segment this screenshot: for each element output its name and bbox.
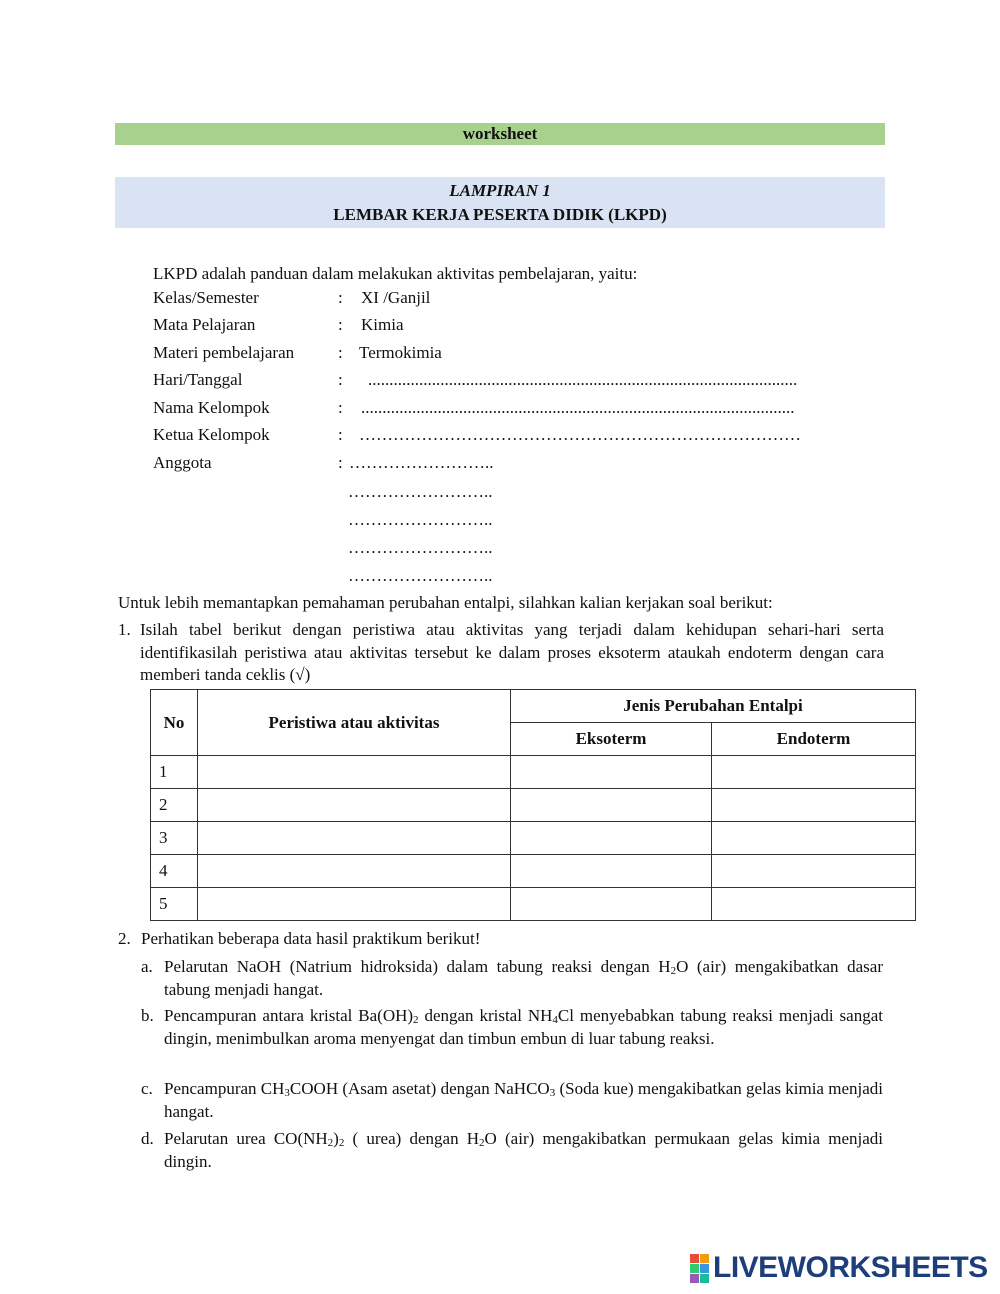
lampiran-label: LAMPIRAN 1 xyxy=(449,181,551,200)
title-block xyxy=(115,177,885,228)
row-number: 2 xyxy=(151,789,198,822)
logo-block xyxy=(700,1274,709,1283)
table-row xyxy=(151,756,916,789)
item-text: Pelarutan NaOH (Natrium hidroksida) dalam tabung reaksi dengan $H_2O$ (air) mengakibatkan dasar tabung menjadi hangat. xyxy=(164,957,883,999)
info-value[interactable]: Termokimia xyxy=(359,343,442,362)
logo-block xyxy=(690,1264,699,1273)
worksheet-band: worksheet xyxy=(115,123,885,145)
info-label: Anggota xyxy=(153,453,212,472)
exo-cell[interactable] xyxy=(511,789,712,822)
logo-block xyxy=(690,1274,699,1283)
table-row xyxy=(151,789,916,822)
info-label: Nama Kelompok xyxy=(153,398,270,417)
page-title: LEMBAR KERJA PESERTA DIDIK (LKPD) xyxy=(333,205,667,224)
event-cell[interactable] xyxy=(198,822,511,855)
event-cell[interactable] xyxy=(198,756,511,789)
info-value[interactable]: XI /Ganjil xyxy=(361,288,431,307)
info-label: Materi pembelajaran xyxy=(153,343,295,362)
table-row xyxy=(151,822,916,855)
logo-block xyxy=(690,1254,699,1263)
col-header-no: No xyxy=(151,690,198,756)
endo-cell[interactable] xyxy=(712,855,916,888)
question-number: 2. xyxy=(118,929,131,948)
item-text: Pencampuran $CH_3COOH$ (Asam asetat) dengan NaHCO$_3$ (Soda kue) mengakibatkan gelas kimia menjadi hangat. xyxy=(164,1079,883,1121)
endo-cell[interactable] xyxy=(712,888,916,921)
info-label: Mata Pelajaran xyxy=(153,315,256,334)
info-label: Ketua Kelompok xyxy=(153,425,270,444)
table-row xyxy=(151,888,916,921)
question-text: Isilah tabel berikut dengan peristiwa atau aktivitas yang terjadi dalam kehidupan sehari-hari serta identifikasilah peristiwa atau aktivitas tersebut ke dalam proses eksoterm ataukah endoterm dengan cara memberi tanda ceklis (√) xyxy=(140,620,884,684)
row-number: 5 xyxy=(151,888,198,921)
table-row xyxy=(151,855,916,888)
date-field[interactable]: ..................................................................................................... xyxy=(368,370,798,389)
logo-block xyxy=(700,1254,709,1263)
member-field[interactable]: …………………….. xyxy=(348,482,493,501)
info-label: Kelas/Semester xyxy=(153,288,259,307)
question-2 xyxy=(118,929,480,949)
event-cell[interactable] xyxy=(198,855,511,888)
logo-blocks-icon xyxy=(690,1254,709,1283)
logo-block xyxy=(700,1264,709,1273)
row-number: 1 xyxy=(151,756,198,789)
member-field[interactable]: …………………….. xyxy=(348,566,493,585)
exo-cell[interactable] xyxy=(511,822,712,855)
member-field[interactable]: …………………….. xyxy=(348,538,493,557)
exo-cell[interactable] xyxy=(511,888,712,921)
prompt-text: Untuk lebih memantapkan pemahaman perubahan entalpi, silahkan kalian kerjakan soal berikut: xyxy=(118,593,773,612)
question-text: Perhatikan beberapa data hasil praktikum berikut! xyxy=(141,929,481,948)
enthalpy-table xyxy=(150,689,916,921)
member-field[interactable]: …………………….. xyxy=(348,510,493,529)
member-field[interactable]: …………………….. xyxy=(349,453,494,472)
info-label: Hari/Tanggal xyxy=(153,370,243,389)
col-header-event: Peristiwa atau aktivitas xyxy=(198,690,511,756)
col-header-group: Jenis Perubahan Entalpi xyxy=(511,690,916,723)
endo-cell[interactable] xyxy=(712,789,916,822)
row-number: 4 xyxy=(151,855,198,888)
info-value[interactable]: Kimia xyxy=(361,315,404,334)
endo-cell[interactable] xyxy=(712,822,916,855)
event-cell[interactable] xyxy=(198,888,511,921)
intro-text: LKPD adalah panduan dalam melakukan aktivitas pembelajaran, yaitu: xyxy=(153,264,638,283)
event-cell[interactable] xyxy=(198,789,511,822)
leader-field[interactable]: …………………………………………………………………… xyxy=(359,425,801,444)
question-number: 1. xyxy=(118,620,131,639)
endo-cell[interactable] xyxy=(712,756,916,789)
exo-cell[interactable] xyxy=(511,756,712,789)
item-text: Pelarutan urea $CO(NH_2)_2$ ( urea) dengan $H_2O$ (air) mengakibatkan permukaan gelas kimia menjadi dingin. xyxy=(164,1129,883,1171)
exo-cell[interactable] xyxy=(511,855,712,888)
liveworksheets-logo xyxy=(690,1253,988,1283)
logo-text: LIVEWORKSHEETS xyxy=(713,1251,988,1284)
col-header-exo: Eksoterm xyxy=(511,723,712,756)
col-header-endo: Endoterm xyxy=(712,723,916,756)
item-text: Pencampuran antara kristal $Ba(OH)_2$ dengan kristal $NH_4Cl$ menyebabkan tabung reaksi menjadi sangat dingin, menimbulkan aroma menyengat dan timbun embun di luar tabung reaksi. xyxy=(164,1006,883,1048)
row-number: 3 xyxy=(151,822,198,855)
group-name-field[interactable]: ...................................................................................................... xyxy=(361,398,795,417)
